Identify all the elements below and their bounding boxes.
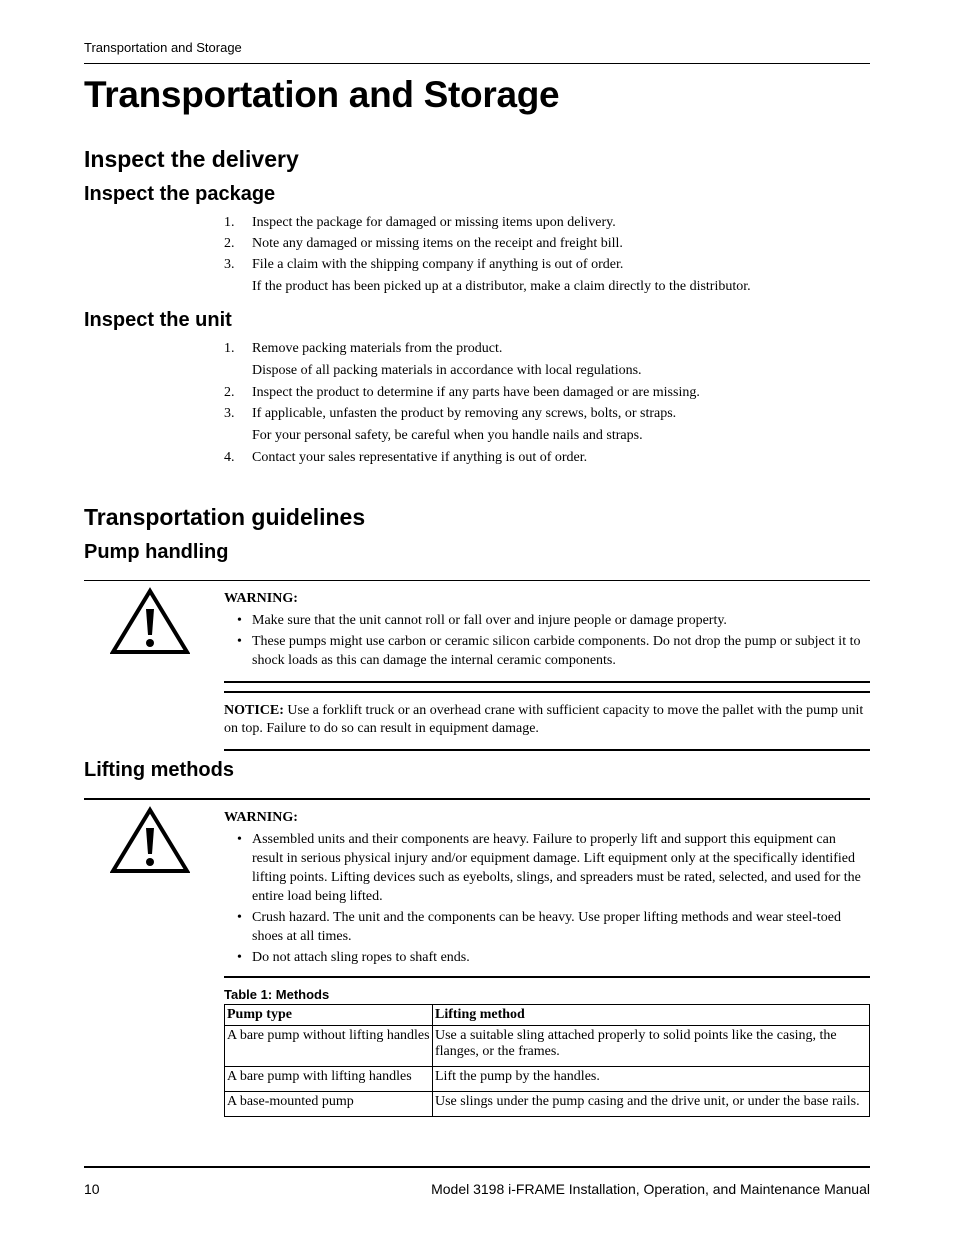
warning-list [224,830,864,967]
table-cell: A bare pump without lifting handles [225,1026,433,1067]
subheading-lifting-methods: Lifting methods [84,759,234,781]
warning-title: WARNING: [224,810,298,825]
pump-handling-warning [224,590,864,672]
table-cell: Use a suitable sling attached properly to solid points like the casing, the flanges, or the frames. [433,1026,870,1067]
section-heading-inspect-delivery: Inspect the delivery [84,146,299,172]
notice-label: NOTICE: [224,703,284,718]
step-note: For your personal safety, be careful when you handle nails and straps. [252,428,643,443]
list-item [224,447,864,468]
table-cell: A bare pump with lifting handles [225,1067,433,1092]
list-item: • These pumps might use carbon or ceramic silicon carbide components. Do not drop the pump or subject it to shock loads as this can damage the internal ceramic components. [224,632,864,670]
inspect-package-steps [224,212,864,298]
table-header-cell: Pump type [225,1005,433,1026]
step-text: Remove packing materials from the product. [252,341,503,356]
step-text: Inspect the product to determine if any parts have been damaged or are missing. [252,385,700,400]
step-number: 3. [224,406,235,421]
step-number: 2. [224,236,235,251]
list-item [224,254,864,275]
warning-title: WARNING: [224,591,298,606]
section-heading-transportation: Transportation guidelines [84,504,366,530]
list-item [224,212,864,233]
table-header-cell: Lifting method [433,1005,870,1026]
list-item: • Assembled units and their components are heavy. Failure to properly lift and support this equipment can result in serious physical injury and/or equipment damage. Lift equipment only at the specifically identified lifting points. Lifting devices such as eyebolts, slings, and spreaders must be rated, selected, and used for the entire load being lifted. [224,830,864,906]
step-number: 3. [224,257,235,272]
subheading-pump-handling: Pump handling [84,541,229,563]
running-header: Transportation and Storage [84,40,242,55]
warning-triangle-icon [110,806,190,874]
list-item [224,382,864,403]
lifting-warning-bottom-rule [224,976,870,978]
list-item [224,233,864,254]
step-number: 1. [224,341,235,356]
step-number: 2. [224,385,235,400]
list-item: • Crush hazard. The unit and the components can be heavy. Use proper lifting methods and wear steel-toed shoes at all times. [224,908,864,946]
manual-title: Model 3198 i-FRAME Installation, Operation, and Maintenance Manual [431,1181,870,1197]
inspect-unit-steps [224,338,864,468]
notice-bottom-rule [224,749,870,751]
warning-list [224,611,864,670]
document-page [84,0,870,1235]
subheading-inspect-unit: Inspect the unit [84,309,232,331]
page-number: 10 [84,1181,100,1197]
subheading-inspect-package: Inspect the package [84,183,276,205]
step-number: 1. [224,215,235,230]
table-row [225,1026,870,1067]
list-item: • Make sure that the unit cannot roll or fall over and injure people or damage property. [224,611,864,630]
lifting-warning [224,809,864,969]
table-header-row [225,1005,870,1026]
step-text: File a claim with the shipping company if anything is out of order. [252,257,624,272]
step-number: 4. [224,450,235,465]
warning-bottom-rule [224,681,870,683]
footer-rule [84,1166,870,1168]
page-title: Transportation and Storage [84,74,560,115]
table-cell: Lift the pump by the handles. [433,1067,870,1092]
warning-triangle-icon [110,587,190,655]
lifting-warning-top-rule [84,798,870,800]
table-cell: A base-mounted pump [225,1092,433,1117]
list-item [224,403,864,424]
step-note: If the product has been picked up at a distributor, make a claim directly to the distributor. [252,279,751,294]
notice-top-rule [224,691,870,693]
step-text: Inspect the package for damaged or missing items upon delivery. [252,215,616,230]
table-row [225,1092,870,1117]
step-text: If applicable, unfasten the product by removing any screws, bolts, or straps. [252,406,677,421]
notice-block [224,702,864,738]
table-caption: Table 1: Methods [224,987,330,1002]
list-item: • Do not attach sling ropes to shaft ends. [224,948,864,967]
warning-top-rule [84,580,870,581]
list-item [224,338,864,359]
step-text: Contact your sales representative if anything is out of order. [252,450,588,465]
table-row [225,1067,870,1092]
header-rule [84,63,870,64]
lifting-methods-table [224,1004,870,1117]
step-text: Note any damaged or missing items on the receipt and freight bill. [252,236,623,251]
notice-text: Use a forklift truck or an overhead crane with sufficient capacity to move the pallet with the pump unit on top. Failure to do so can result in equipment damage. [224,703,864,736]
table-cell: Use slings under the pump casing and the drive unit, or under the base rails. [433,1092,870,1117]
step-note: Dispose of all packing materials in accordance with local regulations. [252,363,642,378]
